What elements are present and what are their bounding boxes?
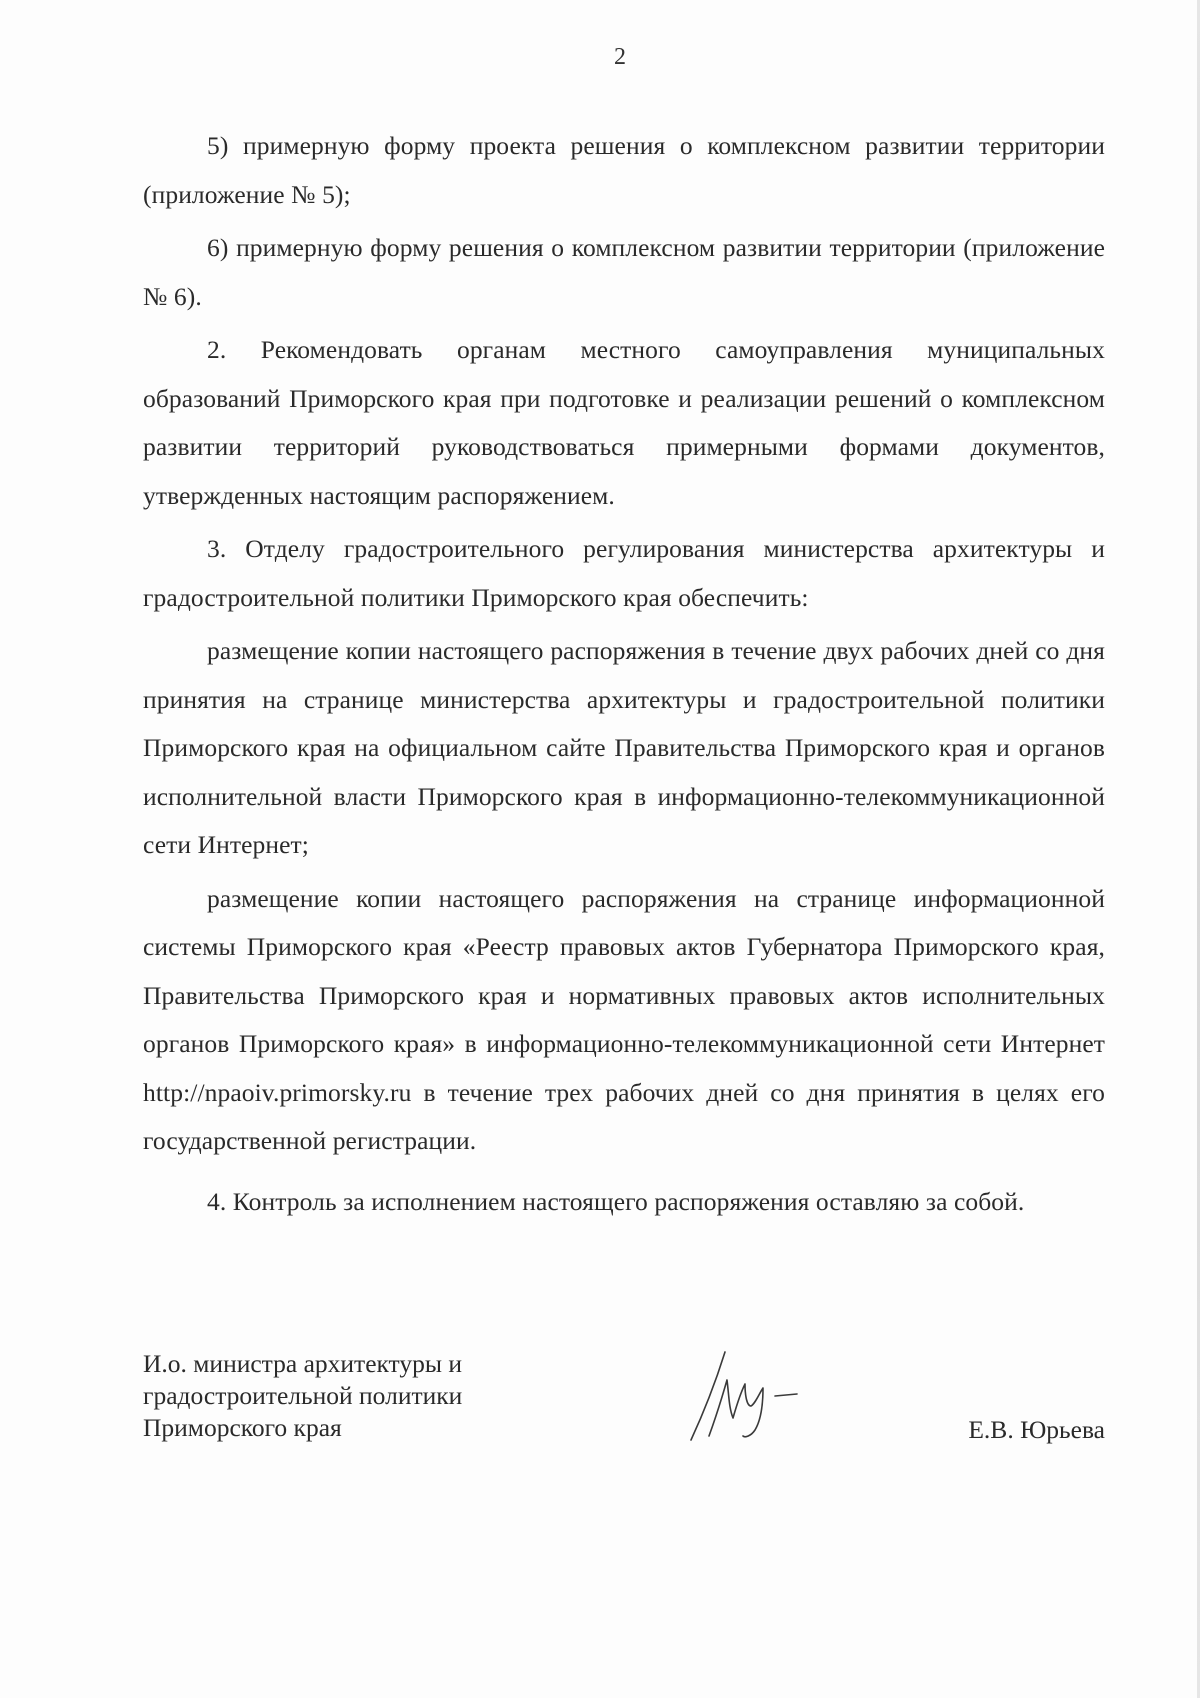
paragraph-point-2: 2. Рекомендовать органам местного самоуправления муниципальных образований Приморского края при подготовке и реализации решений о комплексном развитии территорий руководствоваться примерными формами документов, утвержденных настоящим распоряжением. bbox=[143, 335, 1105, 510]
signer-position bbox=[143, 1348, 563, 1444]
paragraph-point-3-registry: размещение копии настоящего распоряжения на странице информационной системы Приморского края «Реестр правовых актов Губернатора Приморского края, Правительства Приморского края и нормативных правовых актов исполнительных органов Приморского края» в информационно-телекоммуникационной сети Интернет http://npaoiv.primorsky.ru в течение трех рабочих дней со дня принятия в целях его государственной регистрации. bbox=[143, 883, 1105, 1155]
handwritten-signature bbox=[663, 1344, 813, 1454]
signer-name: Е.В. Юрьева bbox=[968, 1415, 1105, 1444]
paragraph-point-3-site: размещение копии настоящего распоряжения в течение двух рабочих дней со дня принятия на странице министерства архитектуры и градостроительной политики Приморского края на официальном сайте Правительства Приморского края и органов исполнительной власти Приморского края в информационно-телекоммуникационной сети Интернет; bbox=[143, 636, 1105, 859]
page-number: 2 bbox=[614, 44, 626, 70]
paragraph-point-3: 3. Отделу градостроительного регулирования министерства архитектуры и градостроительной политики Приморского края обеспечить: bbox=[143, 534, 1105, 612]
paragraph-item-5: 5) примерную форму проекта решения о комплексном развитии территории (приложение № 5); bbox=[143, 131, 1105, 209]
paragraph-point-4: 4. Контроль за исполнением настоящего распоряжения оставляю за собой. bbox=[207, 1186, 1025, 1216]
signer-position-line: градостроительной политики bbox=[143, 1381, 463, 1410]
document-body bbox=[143, 122, 1105, 1231]
signer-position-line: И.о. министра архитектуры и bbox=[143, 1349, 463, 1378]
signer-position-line: Приморского края bbox=[143, 1413, 342, 1442]
paragraph-item-6: 6) примерную форму решения о комплексном развитии территории (приложение № 6). bbox=[143, 233, 1105, 311]
signature-block bbox=[143, 1348, 1105, 1488]
